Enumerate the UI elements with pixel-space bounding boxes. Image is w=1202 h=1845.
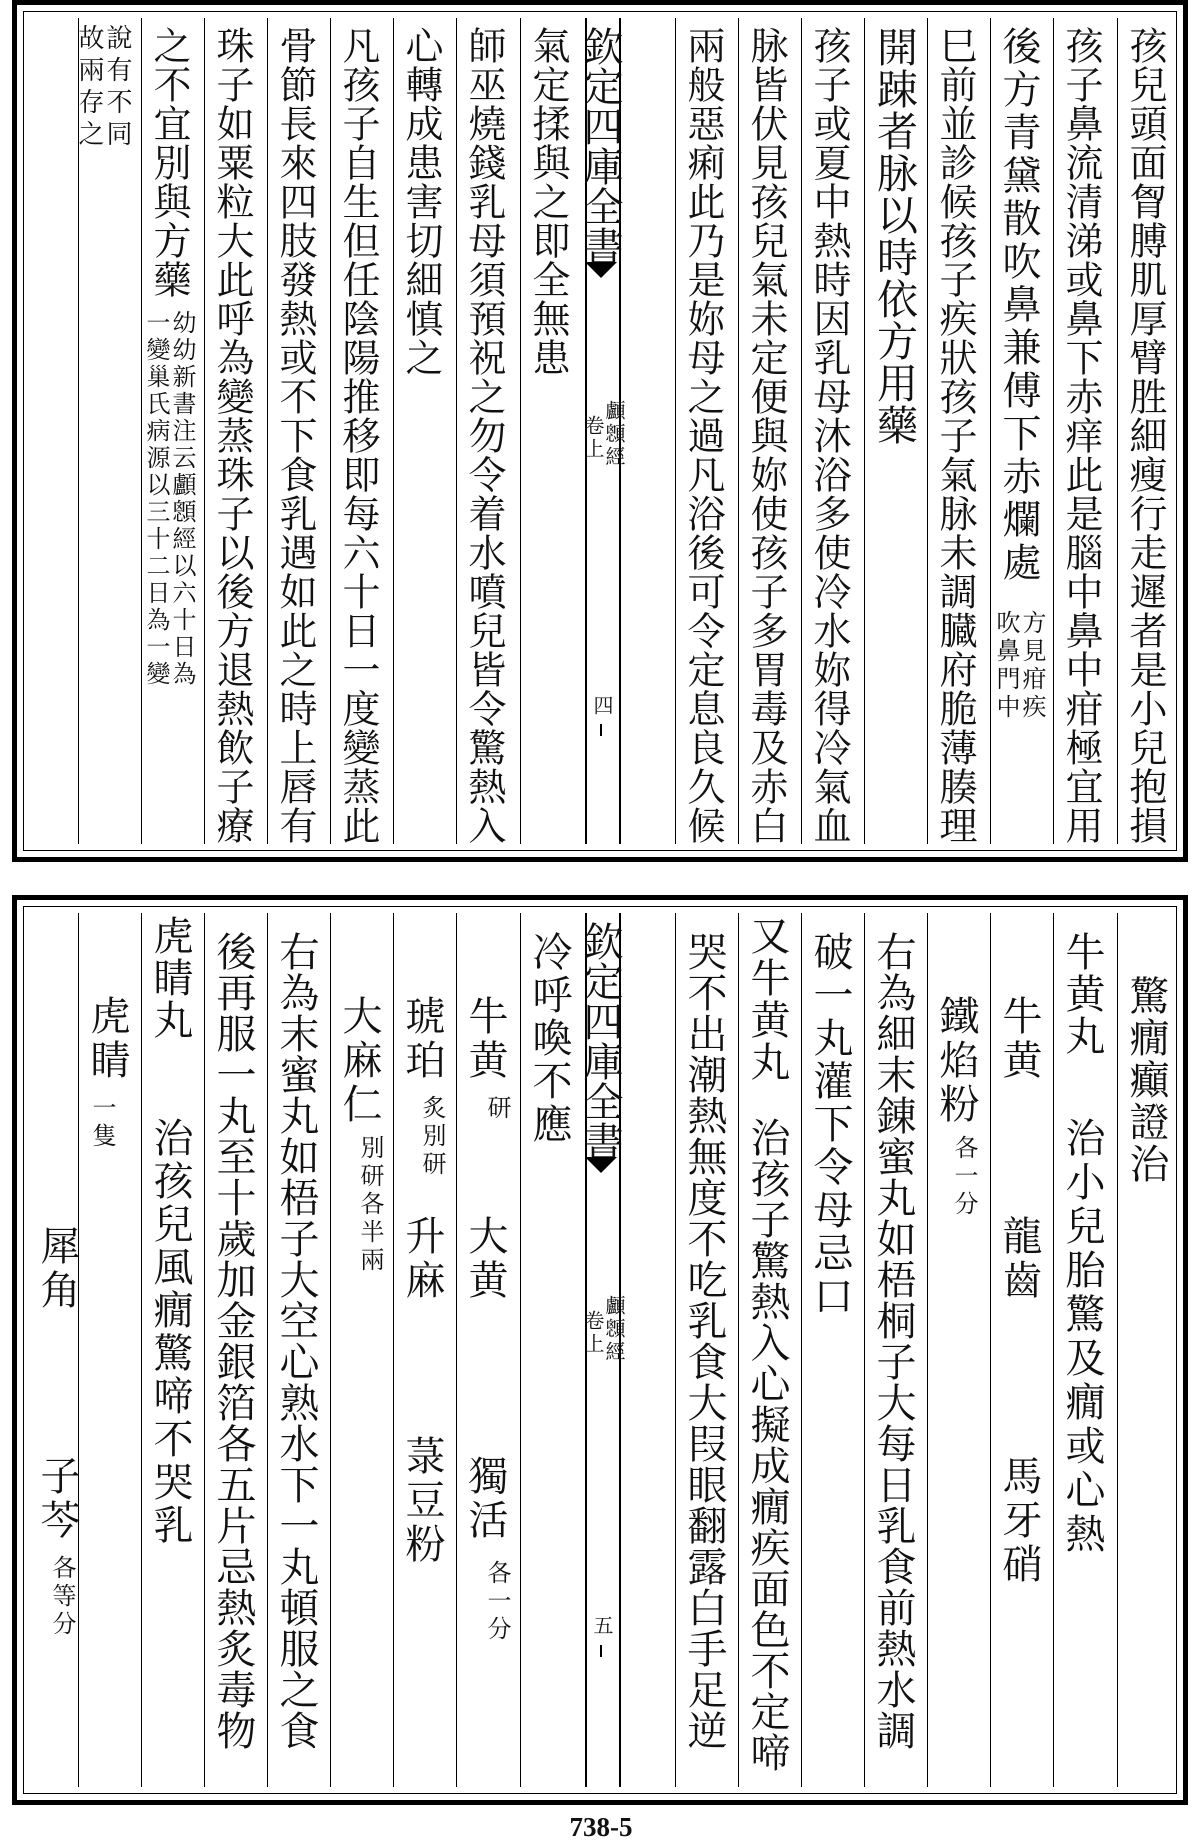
ingredient: 子芩 bbox=[34, 1455, 80, 1543]
text-column: 師巫燒錢乳母須預祝之勿令着水噴兒皆令驚熱入 bbox=[462, 26, 506, 845]
book-name: 顱顖經 bbox=[602, 1295, 626, 1364]
top-page bbox=[0, 0, 1202, 862]
ingredient: 犀角 bbox=[34, 1225, 80, 1313]
text-column: 治孩子驚熱入心擬成癇疾面色不定啼 bbox=[744, 1117, 790, 1773]
ingredient: 龍齒 bbox=[996, 1215, 1042, 1303]
text-column: 孩子或夏中熱時因乳母沐浴多使冷水妳得冷氣血 bbox=[807, 26, 851, 845]
text-column: 巳前並診候孩子疾狀孩子氣脉未調臓府脆薄腠理 bbox=[933, 26, 977, 845]
volume-label: 卷上 bbox=[581, 415, 605, 461]
bottom-page bbox=[0, 895, 1202, 1805]
book-name: 顱顖經 bbox=[602, 400, 626, 469]
page-number: 738-5 bbox=[569, 1812, 633, 1842]
annotation-note: 研 bbox=[483, 1095, 511, 1123]
annotation-note: 炙別研 bbox=[418, 1095, 446, 1179]
text-column: 治孩兒風癇驚啼不哭乳 bbox=[147, 1117, 193, 1547]
folio-number: 五 bbox=[590, 1615, 614, 1638]
ingredient: 馬牙硝 bbox=[996, 1455, 1042, 1587]
ingredient: 菉豆粉 bbox=[399, 1435, 445, 1567]
text-column: 哭不出潮熱無度不吃乳食大叚眼翻露白手足逆 bbox=[681, 931, 727, 1751]
ingredient: 虎睛 bbox=[84, 995, 130, 1083]
text-column: 冷呼喚不應 bbox=[526, 931, 572, 1146]
ingredient: 獨活 bbox=[462, 1455, 508, 1543]
annotation-note: 說有不同 bbox=[102, 24, 132, 152]
text-column: 孩兒頭面胷膊肌厚臂胜細瘦行走遲者是小兒抱損 bbox=[1123, 26, 1167, 845]
volume-label: 卷上 bbox=[581, 1310, 605, 1356]
text-column: 珠子如粟粒大此呼為變蒸珠子以後方退熱飲子療 bbox=[210, 26, 254, 845]
text-column: 孩子鼻流清涕或鼻下赤痒此是腦中鼻中疳極宜用 bbox=[1059, 26, 1103, 845]
folio-number: 四 bbox=[590, 695, 614, 718]
annotation-note: 各一分 bbox=[950, 1135, 978, 1219]
annotation-note: 別研各半兩 bbox=[356, 1135, 384, 1275]
text-column: 之不宜別與方藥 bbox=[147, 26, 191, 299]
text-column: 破一丸灌下令母忌口 bbox=[807, 931, 853, 1318]
annotation-note: 一變巢氏病源以三十二日為一變 bbox=[142, 310, 170, 688]
text-column: 右為細末錬蜜丸如梧桐子大每日乳食前熱水調 bbox=[870, 931, 916, 1751]
text-column: 開踈者脉以時依方用藥 bbox=[870, 26, 918, 446]
ingredient: 牛黄 bbox=[462, 995, 508, 1083]
annotation-note: 一隻 bbox=[88, 1095, 116, 1151]
annotation-note: 幼幼新書注云顱顖經以六十日為 bbox=[168, 310, 196, 688]
fish-tail-mark bbox=[585, 262, 617, 278]
ingredient: 琥珀 bbox=[399, 995, 445, 1083]
ingredient: 大麻仁 bbox=[336, 995, 382, 1127]
text-column: 骨節長來四肢發熱或不下食乳遇如此之時上唇有 bbox=[273, 26, 317, 845]
ingredient: 牛黄 bbox=[996, 995, 1042, 1083]
formula-name: 又牛黄丸 bbox=[744, 915, 790, 1083]
fish-tail-mark bbox=[585, 1157, 617, 1173]
text-column: 治小兒胎驚及癇或心熱 bbox=[1059, 1117, 1105, 1557]
annotation-note: 吹鼻門中 bbox=[992, 610, 1020, 722]
annotation-note: 各等分 bbox=[48, 1555, 76, 1639]
book-title: 欽定四庫全書 bbox=[577, 921, 623, 1161]
ingredient: 大黄 bbox=[462, 1215, 508, 1303]
book-title: 欽定四庫全書 bbox=[577, 26, 623, 266]
formula-name: 牛黄丸 bbox=[1059, 931, 1105, 1057]
text-column: 後再服一丸至十歲加金銀箔各五片忌熱炙毒物 bbox=[210, 931, 256, 1751]
annotation-note: 故兩存之 bbox=[74, 24, 104, 152]
text-column: 脉皆伏見孩兒氣未定便與妳使孩子多胃毒及赤白 bbox=[744, 26, 788, 845]
ingredient: 鐵焰粉 bbox=[933, 995, 979, 1127]
annotation-note: 方見疳疾 bbox=[1018, 610, 1046, 722]
formula-name: 虎睛丸 bbox=[147, 915, 193, 1041]
text-column: 兩般惡痢此乃是妳母之過凡浴後可令定息良久候 bbox=[681, 26, 725, 845]
ingredient: 升麻 bbox=[399, 1215, 445, 1303]
text-column: 心轉成患害切細慎之 bbox=[399, 26, 443, 377]
text-column: 氣定揉與之即全無患 bbox=[526, 26, 570, 377]
text-column: 右為末蜜丸如梧子大空心熟水下一丸頓服之食 bbox=[273, 931, 319, 1751]
text-column: 後方青黛散吹鼻兼傅下赤爛處 bbox=[996, 26, 1041, 585]
section-heading: 驚癇癲證治 bbox=[1123, 975, 1169, 1185]
annotation-note: 各一分 bbox=[483, 1560, 511, 1644]
text-column: 凡孩子自生但任陰陽推移即每六十日一度變蒸此 bbox=[336, 26, 380, 845]
